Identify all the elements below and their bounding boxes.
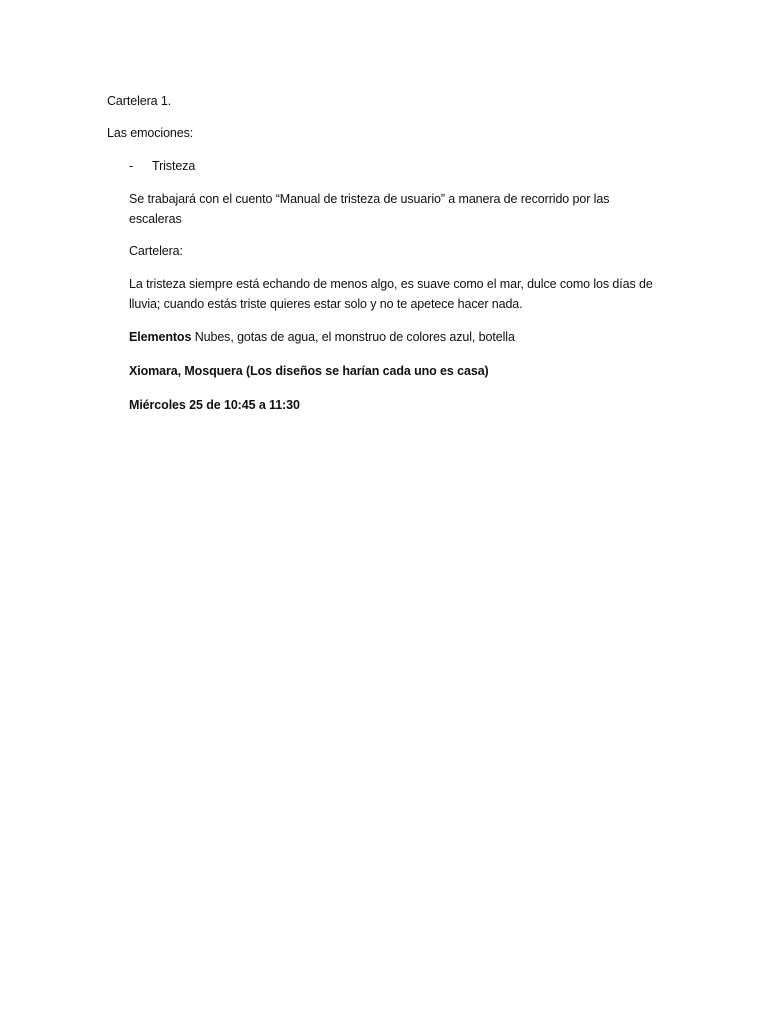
elements-label: Elementos	[129, 330, 192, 344]
document-heading: Cartelera 1.	[107, 94, 172, 108]
sadness-description: La tristeza siempre está echando de menos algo, es suave como el mar, dulce como los días de lluvia; cuando estás triste quieres estar solo y no te apetece hacer nada.	[129, 277, 653, 311]
intro-paragraph: Se trabajará con el cuento “Manual de tristeza de usuario” a manera de recorrido por las escaleras	[129, 192, 610, 226]
bullet-marker: -	[129, 159, 134, 173]
cartelera-label: Cartelera:	[129, 244, 183, 258]
elements-line	[129, 327, 515, 347]
bullet-item-tristeza: Tristeza	[152, 159, 196, 173]
document-subheading: Las emociones:	[107, 126, 194, 140]
authors-line: Xiomara, Mosquera (Los diseños se harían cada uno es casa)	[129, 364, 489, 378]
schedule-line: Miércoles 25 de 10:45 a 11:30	[129, 398, 300, 412]
elements-text: Nubes, gotas de agua, el monstruo de colores azul, botella	[191, 330, 515, 344]
